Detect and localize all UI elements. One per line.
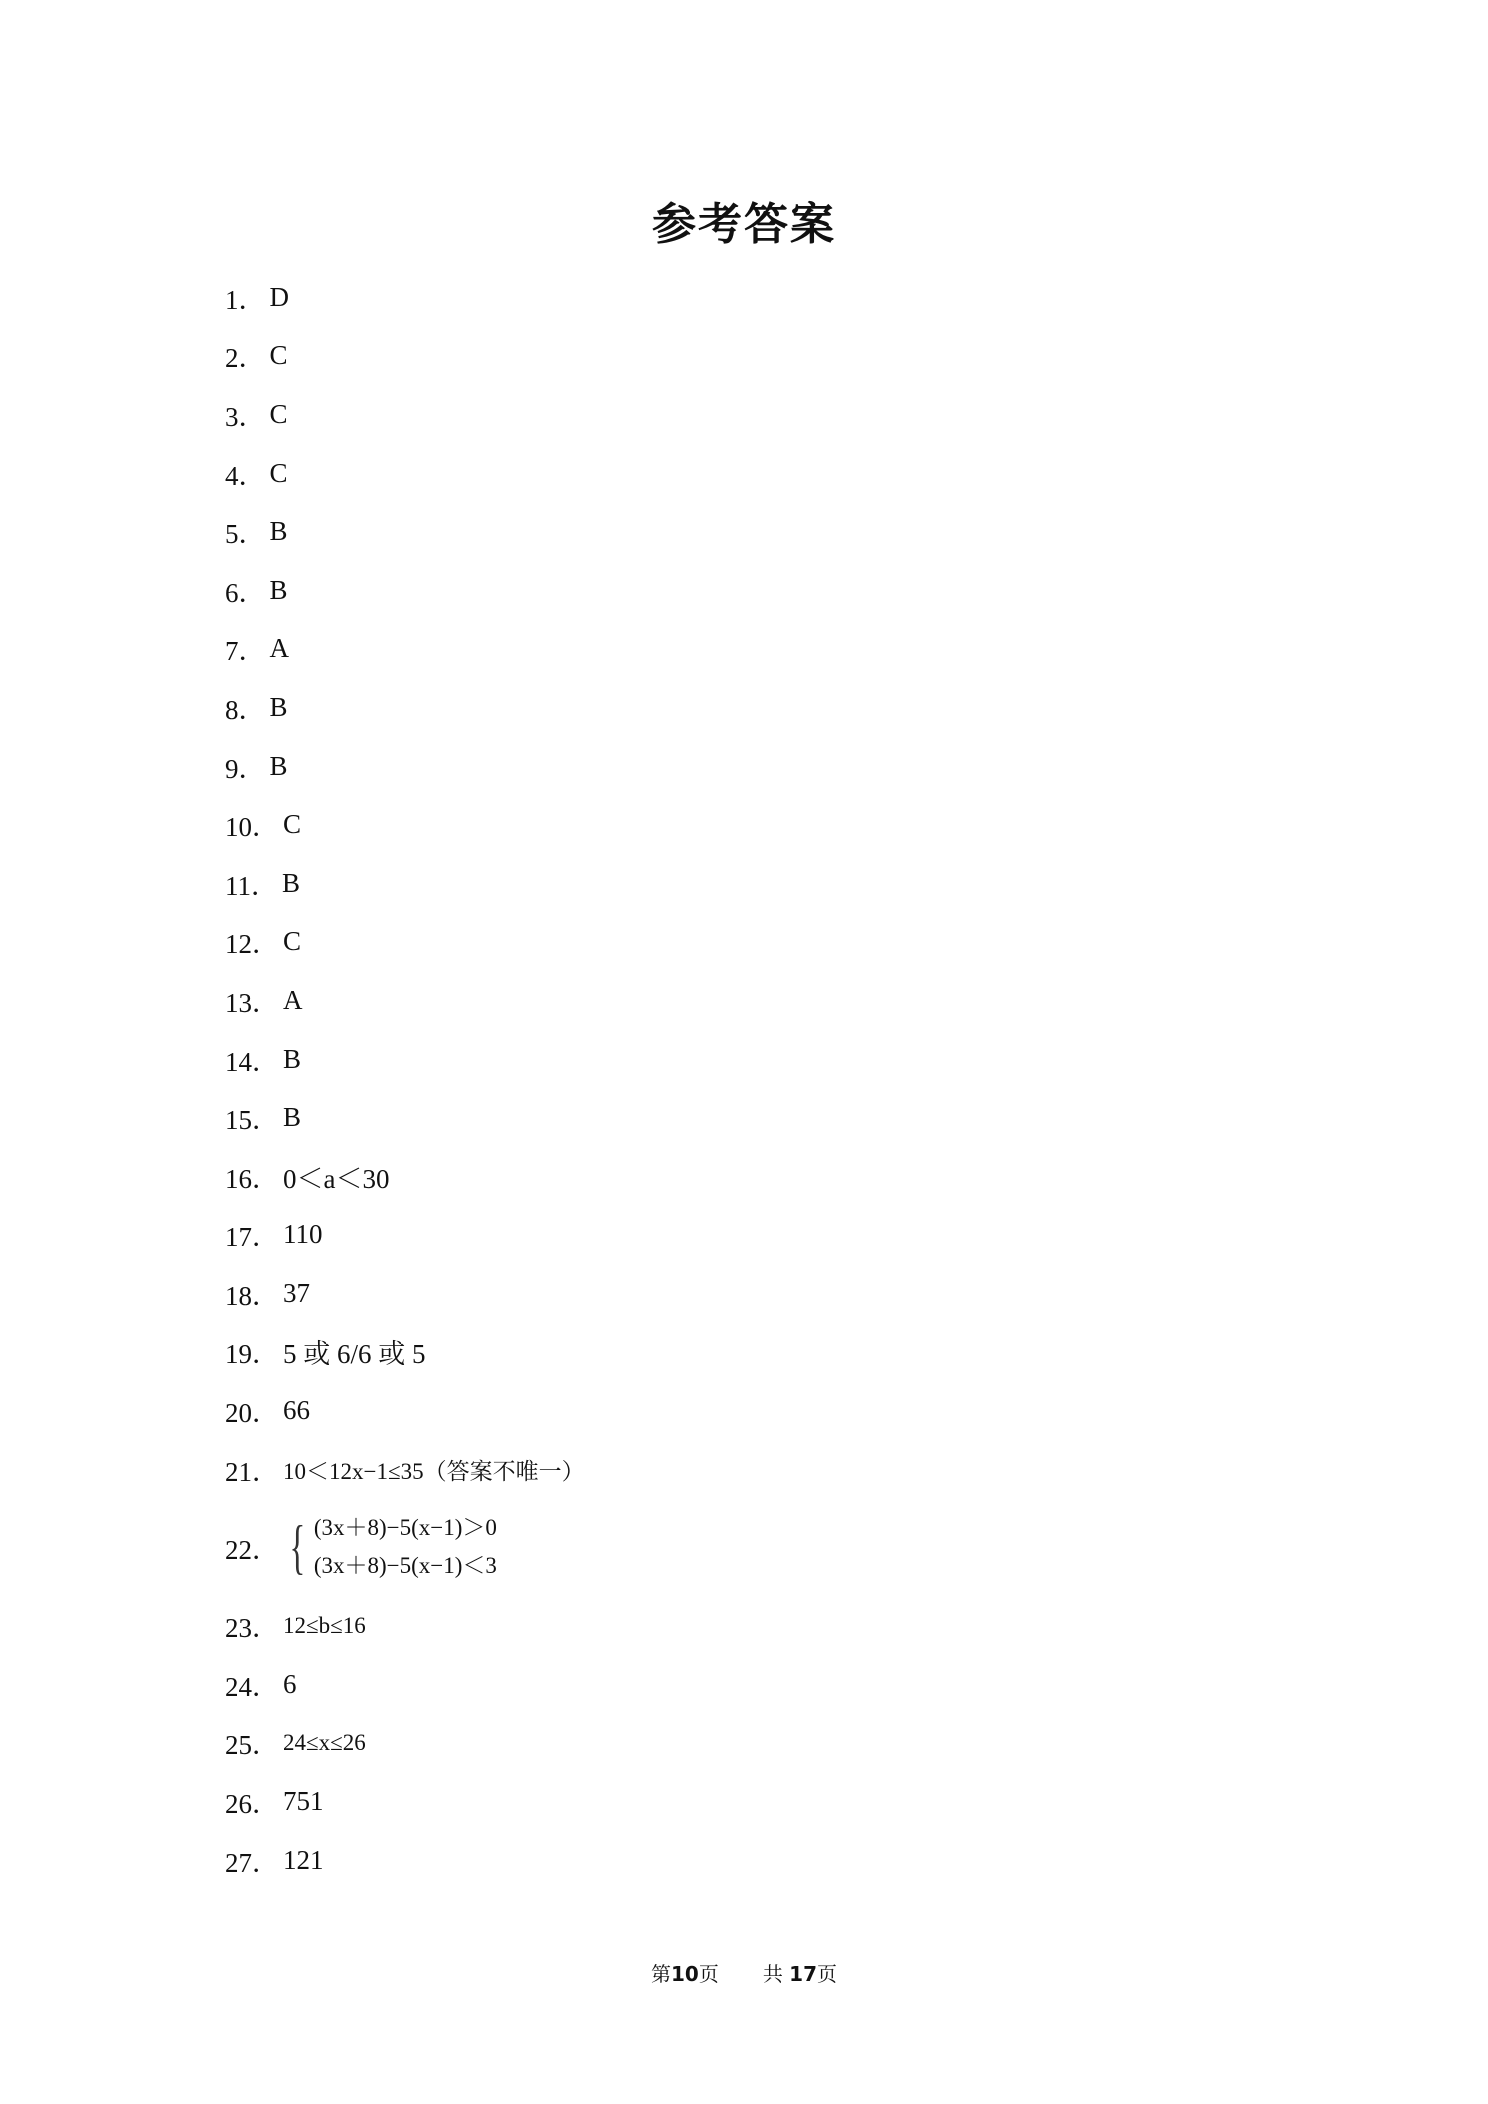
answer-number: 15．	[225, 1105, 279, 1136]
answer-value: 24≤x≤26	[283, 1729, 366, 1755]
answer-value: C	[283, 926, 302, 957]
answer-value: B	[269, 750, 288, 781]
answer-value: 121	[283, 1844, 324, 1875]
answer-number: 16．	[225, 1163, 279, 1194]
answer-item	[225, 444, 1275, 503]
answer-item	[225, 1714, 1275, 1773]
answer-number: 23．	[225, 1613, 279, 1644]
answer-number: 18．	[225, 1280, 279, 1311]
brace-glyph: {	[289, 1514, 306, 1581]
answer-list	[225, 268, 1275, 1889]
answer-number: 5．	[225, 519, 266, 550]
answer-item	[225, 1596, 1275, 1655]
answer-number: 10．	[225, 812, 279, 843]
answer-item	[225, 1381, 1275, 1440]
answer-number: 19．	[225, 1339, 279, 1370]
answer-item	[225, 737, 1275, 796]
answer-item	[225, 620, 1275, 679]
answer-number: 27．	[225, 1847, 279, 1878]
answer-value: 5 或 6/6 或 5	[283, 1339, 426, 1370]
answer-item	[225, 1264, 1275, 1323]
answer-number: 21．	[225, 1456, 279, 1487]
answer-number: 17．	[225, 1222, 279, 1253]
answer-number: 3．	[225, 401, 266, 432]
answer-value: 0＜a＜30	[283, 1163, 390, 1194]
answer-number: 12．	[225, 929, 279, 960]
footer-page-unit: 页	[698, 1962, 719, 1986]
answer-value: D	[269, 281, 289, 312]
answer-number: 1．	[225, 284, 266, 315]
answer-number: 26．	[225, 1789, 279, 1820]
answer-value: B	[283, 1102, 302, 1133]
answer-number: 11．	[225, 870, 278, 901]
answer-value: 66	[283, 1395, 310, 1426]
answer-value: B	[282, 867, 301, 898]
answer-number: 24．	[225, 1671, 279, 1702]
answer-item	[225, 1831, 1275, 1890]
answer-number: 6．	[225, 577, 266, 608]
answer-item	[225, 1655, 1275, 1714]
answer-number: 8．	[225, 694, 266, 725]
answer-value: B	[269, 574, 288, 605]
answer-number: 25．	[225, 1730, 279, 1761]
footer-total-number: 17	[789, 1962, 818, 1986]
footer-total-unit: 页	[817, 1962, 838, 1986]
page-footer	[0, 1958, 1488, 1987]
answer-number: 22．	[225, 1534, 279, 1565]
answer-item	[225, 913, 1275, 972]
answer-number: 4．	[225, 460, 266, 491]
answer-value: B	[283, 1043, 302, 1074]
system-equations	[314, 1509, 497, 1585]
answer-value: C	[269, 340, 288, 371]
answer-value: B	[269, 516, 288, 547]
answer-item	[225, 971, 1275, 1030]
answer-value: 110	[283, 1219, 323, 1250]
answer-item	[225, 1147, 1275, 1206]
answer-number: 7．	[225, 636, 266, 667]
answer-value: 37	[283, 1277, 310, 1308]
answer-item	[225, 854, 1275, 913]
system-equation-1: (3x＋8)−5(x−1)＞0	[313, 1515, 497, 1541]
answer-item	[225, 1088, 1275, 1147]
footer-total-prefix: 共	[762, 1962, 783, 1986]
footer-page-prefix: 第	[650, 1962, 671, 1986]
answer-value: C	[269, 457, 288, 488]
answer-value: B	[269, 691, 288, 722]
answer-number: 13．	[225, 987, 279, 1018]
answer-item	[225, 1206, 1275, 1265]
answer-item	[225, 327, 1275, 386]
answer-item	[225, 1440, 1275, 1499]
answer-item	[225, 268, 1275, 327]
answer-item	[225, 1772, 1275, 1831]
system-equation-2: (3x＋8)−5(x−1)＜3	[313, 1553, 497, 1579]
page-title: 参考答案	[652, 199, 836, 250]
answer-number: 20．	[225, 1398, 279, 1429]
answer-value: 6	[283, 1668, 297, 1699]
answer-value: 12≤b≤16	[283, 1612, 366, 1638]
answer-item	[225, 502, 1275, 561]
answer-item	[225, 795, 1275, 854]
answer-item	[225, 1030, 1275, 1089]
answer-value: A	[269, 633, 289, 664]
answer-value: 751	[283, 1786, 324, 1817]
answer-value: 10＜12x−1≤35（答案不唯一）	[283, 1458, 585, 1484]
answer-item	[225, 1498, 1275, 1596]
answer-value: A	[283, 984, 303, 1015]
answer-number: 9．	[225, 753, 266, 784]
answer-number: 14．	[225, 1046, 279, 1077]
inequality-system	[283, 1509, 497, 1585]
answer-item	[225, 1323, 1275, 1382]
answer-item	[225, 561, 1275, 620]
answer-number: 2．	[225, 343, 266, 374]
answer-value: C	[283, 809, 302, 840]
footer-page-number: 10	[670, 1962, 699, 1986]
answer-value: C	[269, 398, 288, 429]
answer-item	[225, 385, 1275, 444]
answer-item	[225, 678, 1275, 737]
